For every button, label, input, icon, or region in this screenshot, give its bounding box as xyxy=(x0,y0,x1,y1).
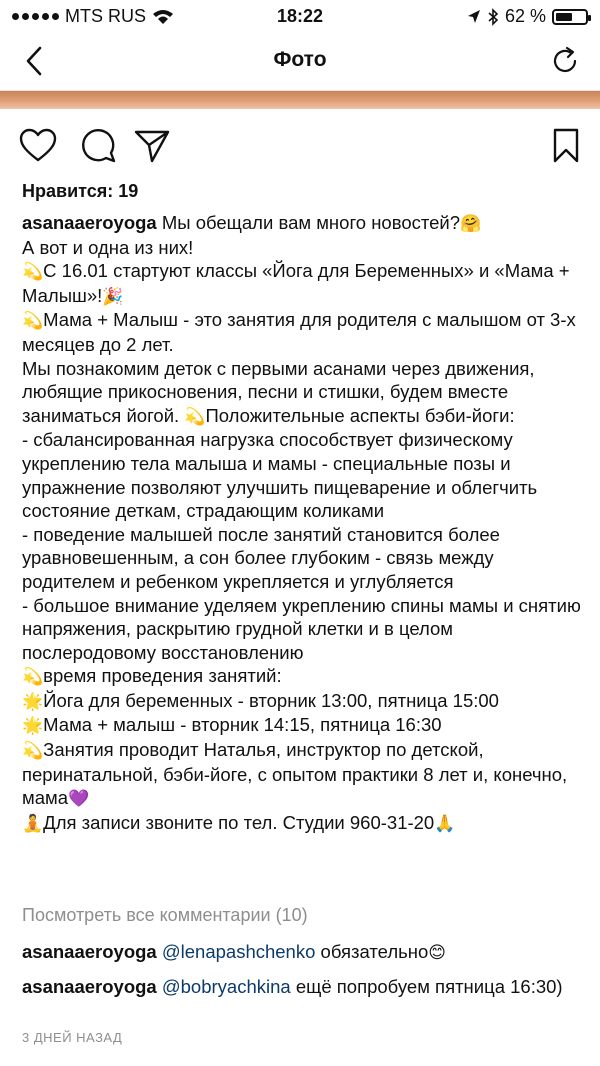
caption-text: Положительные аспекты бэби-йоги: xyxy=(205,404,515,426)
caption-line xyxy=(22,236,582,260)
status-time: 18:22 xyxy=(276,6,324,26)
share-icon[interactable] xyxy=(132,126,172,166)
dizzy-emoji: 💫 xyxy=(22,667,44,687)
caption-text: Мама + Малыш - это занятия для родителя с малышом от 3-х месяцев до 2 лет. xyxy=(22,309,576,355)
dizzy-emoji: 💫 xyxy=(22,741,44,761)
dizzy-emoji: 💫 xyxy=(184,406,206,426)
purple-heart-emoji: 💜 xyxy=(68,789,90,809)
view-all-comments-link[interactable]: Посмотреть все комментарии (10) xyxy=(22,905,308,925)
caption-text: А вот и одна из них! xyxy=(22,236,194,258)
comment-username[interactable]: asanaaeroyoga xyxy=(22,941,157,962)
comment-text: обязательно xyxy=(315,941,429,962)
status-bar xyxy=(0,0,600,32)
heart-icon[interactable] xyxy=(18,126,58,166)
smiling-face-emoji: 😊 xyxy=(428,943,447,962)
comment-text: ещё попробуем пятница 16:30) xyxy=(290,976,563,997)
dizzy-emoji: 💫 xyxy=(22,311,44,331)
comment-mention[interactable]: @lenapashchenko xyxy=(161,941,316,962)
caption-text: - поведение малышей после занятий становится более уравновешенным, а сон более глубоким - связь между родителем и ребенком укрепляется и углубляется xyxy=(22,523,500,592)
star-emoji: 🌟 xyxy=(22,691,44,711)
bookmark-icon[interactable] xyxy=(546,126,586,166)
caption-line xyxy=(22,428,582,522)
status-right xyxy=(467,6,588,27)
caption-line xyxy=(22,713,582,738)
caption-line xyxy=(22,211,582,236)
battery-fill xyxy=(556,13,572,21)
dizzy-emoji: 💫 xyxy=(22,262,44,282)
caption-line xyxy=(22,811,582,836)
caption-line xyxy=(22,259,582,308)
battery-percent: 62 % xyxy=(504,6,546,26)
comment-item xyxy=(22,940,582,965)
comment-mention[interactable]: @bobryachkina xyxy=(161,976,291,997)
party-popper-emoji: 🎉 xyxy=(102,286,124,306)
nav-bar xyxy=(0,32,600,91)
caption-text: Для записи звоните по тел. Студии 960-31-20 xyxy=(43,811,435,833)
caption-username[interactable]: asanaaeroyoga xyxy=(22,212,157,233)
caption-text: С 16.01 стартуют классы «Йога для Беременных» и «Мама + Малыш»! xyxy=(22,260,570,306)
post-timestamp: 3 ДНЕЙ НАЗАД xyxy=(22,1030,123,1045)
location-arrow-icon xyxy=(467,9,481,25)
caption-line xyxy=(22,664,582,689)
post-actions xyxy=(0,118,600,174)
caption-text: Занятия проводит Наталья, инструктор по детской, перинатальной, бэби-йоге, с опытом практики 8 лет и, конечно, мама xyxy=(22,739,568,809)
page-title: Фото xyxy=(273,48,327,71)
caption-line xyxy=(22,689,582,714)
hugging-face-emoji: 🤗 xyxy=(460,214,482,233)
comment-username[interactable]: asanaaeroyoga xyxy=(22,976,157,997)
caption-text: Мы познакомим деток с первыми асанами через движения, любящие прикосновения, песни и стишки, будем вместе заниматься йогой. xyxy=(22,357,535,426)
star-emoji: 🌟 xyxy=(22,716,44,736)
post-photo[interactable] xyxy=(0,91,600,109)
refresh-icon[interactable] xyxy=(548,44,582,78)
yoga-person-emoji: 🧘 xyxy=(22,813,44,833)
caption-text: - сбалансированная нагрузка способствует физическому укреплению тела малыша и мамы - специальные позы и упражнение позволяют улучшить пищеварение и облегчить состояние деткам, страдающим коликами xyxy=(22,429,538,522)
battery-icon xyxy=(552,9,588,25)
bluetooth-icon xyxy=(487,8,499,26)
caption-text: Мама + малыш - вторник 14:15, пятница 16:30 xyxy=(43,714,442,736)
caption-line xyxy=(22,738,582,811)
likes-count[interactable]: Нравится: 19 xyxy=(22,181,139,201)
caption-text: время проведения занятий: xyxy=(43,665,282,687)
post-caption xyxy=(22,211,582,835)
caption-text: Йога для беременных - вторник 13:00, пятница 15:00 xyxy=(43,689,499,711)
comment-item xyxy=(22,975,582,999)
caption-line xyxy=(22,357,582,429)
caption-line xyxy=(22,523,582,594)
caption-text: - большое внимание уделяем укреплению спины мамы и снятию напряжения, раскрытию грудной клетки и в целом послеродовому восстановлению xyxy=(22,594,581,663)
comment-icon[interactable] xyxy=(78,126,118,166)
caption-text: Мы обещали вам много новостей? xyxy=(156,212,461,233)
carrier-label: MTS RUS xyxy=(65,6,146,26)
caption-line xyxy=(22,594,582,665)
caption-line xyxy=(22,308,582,356)
praying-hands-emoji: 🙏 xyxy=(434,813,456,833)
